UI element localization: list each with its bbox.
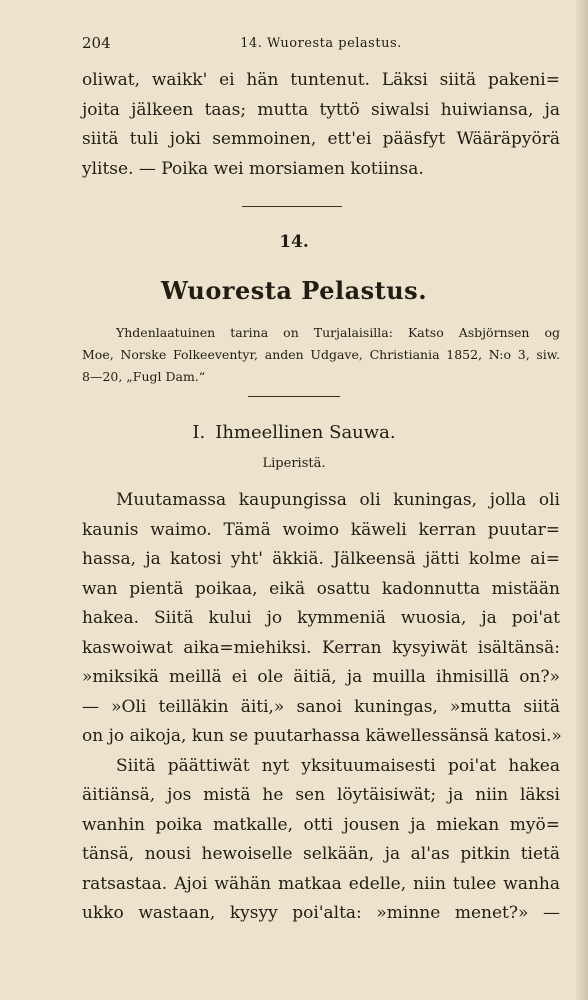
text-line: äitiänsä, jos mistä he sen löytäisiwät; ja niin läksi (82, 785, 560, 805)
note-line: 8—20, „Fugl Dam.“ (82, 369, 206, 384)
text-line: hakea. Siitä kului jo kymmeniä wuosia, ja poi'at (82, 608, 560, 628)
text-line: Muutamassa kaupungissa oli kuningas, jolla oli (116, 490, 560, 510)
page-number: 204 (82, 34, 111, 52)
subsection-source: Liperistä. (262, 456, 326, 471)
subsection-divider (248, 396, 340, 397)
source-note (82, 322, 560, 388)
running-head: 14. Wuoresta pelastus. (240, 36, 402, 51)
subsection-heading (0, 422, 588, 443)
text-line: tänsä, nousi hewoiselle selkään, ja al'as pitkin tietä (82, 844, 560, 864)
text-line: oliwat, waikk' ei hän tuntenut. Läksi siitä pakeni= (82, 70, 560, 90)
subsection-number: I. (192, 422, 206, 443)
text-line: ylitse. — Poika wei morsiamen kotiinsa. (82, 158, 424, 179)
text-line: »miksikä meillä ei ole äitiä, ja muilla ihmisillä on?» (82, 667, 560, 687)
section-divider (242, 206, 342, 207)
text-line: — »Oli teilläkin äiti,» sanoi kuningas, »mutta siitä (82, 696, 560, 717)
section-title: Wuoresta Pelastus. (160, 276, 428, 305)
text-line: kaswoiwat aika=miehiksi. Kerran kysyiwät isältänsä: (82, 637, 560, 658)
text-line: ukko wastaan, kysyy poi'alta: »minne menet?» — (82, 903, 560, 923)
subsection-title: Ihmeellinen Sauwa. (215, 422, 396, 443)
text-line: joita jälkeen taas; mutta tyttö siwalsi huiwiansa, ja (82, 99, 560, 120)
story-paragraph-1 (82, 486, 560, 929)
section-number: 14. (279, 232, 309, 252)
text-line: on jo aikoja, kun se puutarhassa käwellessänsä katosi.» (82, 726, 562, 746)
note-line: Moe, Norske Folkeeventyr, anden Udgave, Christiania 1852, N:o 3, siw. (82, 347, 560, 362)
continuation-paragraph (82, 66, 560, 184)
text-line: wanhin poika matkalle, otti jousen ja miekan myö= (82, 814, 560, 835)
text-line: ratsastaa. Ajoi wähän matkaa edelle, niin tulee wanha (82, 873, 560, 894)
note-line: Yhdenlaatuinen tarina on Turjalaisilla: Katso Asbjörnsen og (116, 325, 560, 340)
text-line: wan pientä poikaa, eikä osattu kadonnutta mistään (82, 578, 560, 599)
page-edge-shadow (576, 0, 588, 1000)
text-line: Siitä päättiwät nyt yksituumaisesti poi'at hakea (116, 755, 560, 776)
text-line: siitä tuli joki semmoinen, ett'ei pääsfyt Wääräpyörä (82, 129, 560, 149)
page-header (82, 34, 560, 56)
text-line: hassa, ja katosi yht' äkkiä. Jälkeensä jätti kolme ai= (82, 549, 560, 569)
text-line: kaunis waimo. Tämä woimo käweli kerran puutar= (82, 519, 560, 540)
